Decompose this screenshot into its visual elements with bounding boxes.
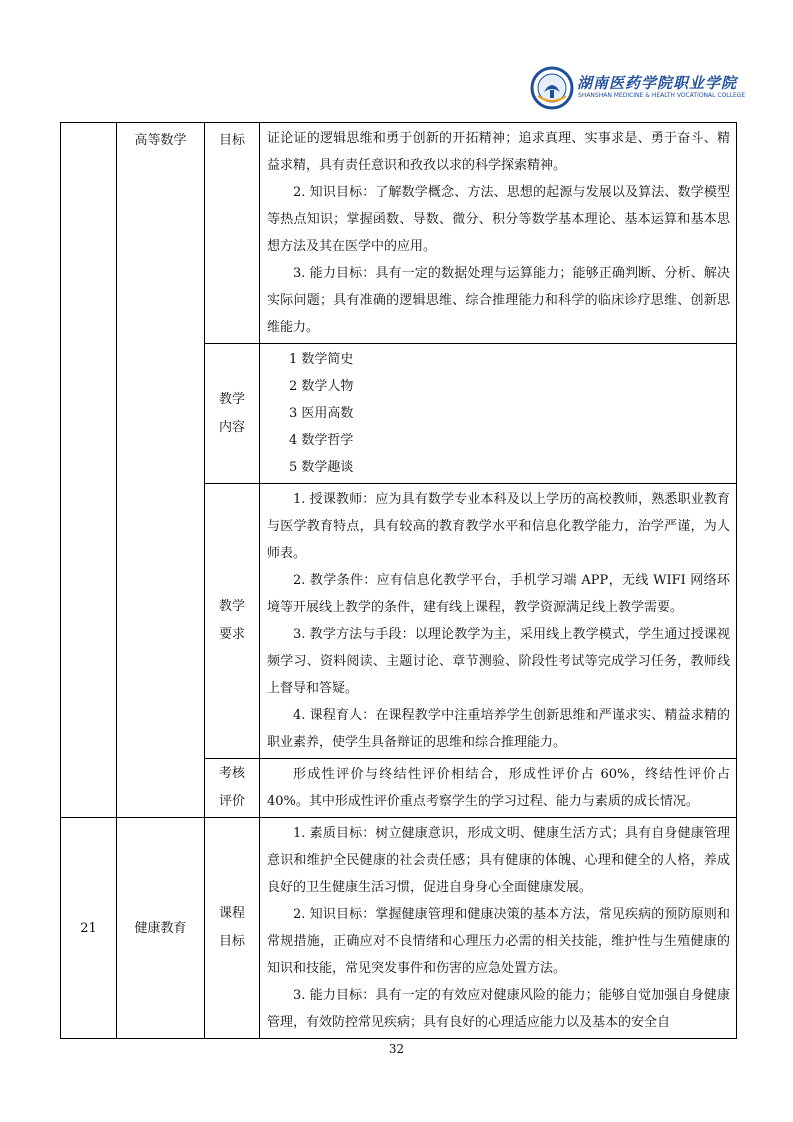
ability-objective: 3. 能力目标：具有一定的数据处理与运算能力；能够正确判断、分析、解决实际问题；具有准确的逻辑思维、综合推理能力和科学的临床诊疗思维、创新思维能力。 (267, 266, 730, 335)
requirements-label-line-1: 教学 (218, 599, 245, 614)
assessment-label-line-1: 考核 (218, 766, 245, 781)
assessment-text: 形成性评价与终结性评价相结合，形成性评价占 60%，终结性评价占 40%。其中形成性评价重点考察学生的学习过程、能力与素质的成长情况。 (267, 767, 730, 809)
objectives-label-line-1: 课程 (218, 906, 245, 921)
content-label-cell (205, 344, 260, 484)
list-item: 1 数学简史 (289, 352, 354, 367)
list-item: 2 数学人物 (289, 379, 354, 394)
page-number: 32 (388, 1042, 405, 1056)
table-row (61, 123, 737, 344)
teacher-requirement: 1. 授课教师：应为具有数学专业本科及以上学历的高校教师，熟悉职业教育与医学教育特点，具有较高的教育教学水平和信息化教学能力，治学严谨，为人师表。 (267, 492, 730, 561)
objectives-continuation: 证论证的逻辑思维和勇于创新的开拓精神；追求真理、实事求是、勇于奋斗、精益求精，具有责任意识和孜孜以求的科学探索精神。 (267, 131, 730, 173)
list-item: 4 数学哲学 (289, 433, 354, 448)
requirements-label-cell (205, 484, 260, 759)
ability-objective: 3. 能力目标：具有一定的有效应对健康风险的能力；能够自觉加强自身健康管理，有效防控常见疾病；具有良好的心理适应能力以及基本的安全自 (267, 988, 730, 1030)
objectives-label-line-2: 目标 (218, 934, 245, 949)
course-number: 21 (80, 920, 97, 936)
list-item: 3 医用高数 (289, 406, 354, 421)
course-name: 高等数学 (134, 133, 187, 148)
requirements-label-line-2: 要求 (218, 627, 245, 642)
logo-chinese-name: 湖南医药学院职业学院 (577, 74, 738, 92)
assessment-content-cell (260, 759, 737, 818)
logo-english-name: SHANSHAN MEDICINE & HEALTH VOCATIONAL COLLEGE (578, 92, 746, 99)
course-name-cell (117, 123, 205, 818)
curriculum-table (60, 122, 737, 1039)
table-row (61, 818, 737, 1039)
content-list-cell (260, 344, 737, 484)
list-item: 5 数学趣谈 (289, 460, 354, 475)
objectives-content-cell (260, 818, 737, 1039)
objectives-label-cell (205, 123, 260, 344)
objectives-label: 目标 (218, 133, 245, 148)
assessment-label-cell (205, 759, 260, 818)
requirements-content-cell (260, 484, 737, 759)
quality-objective: 1. 素质目标：树立健康意识，形成文明、健康生活方式；具有自身健康管理意识和维护全民健康的社会责任感；具有健康的体魄、心理和健全的人格，养成良好的卫生健康生活习惯，促进自身身心全面健康发展。 (267, 826, 730, 895)
course-number-cell (61, 818, 117, 1039)
college-logo (530, 66, 746, 114)
content-label-line-2: 内容 (218, 419, 245, 435)
course-name: 健康教育 (134, 920, 187, 936)
ideology-requirement: 4. 课程育人：在课程教学中注重培养学生创新思维和严谨求实、精益求精的职业素养，使学生具备辩证的思维和综合推理能力。 (267, 708, 730, 750)
methods-requirement: 3. 教学方法与手段：以理论教学为主，采用线上教学模式，学生通过授课视频学习、资料阅读、主题讨论、章节测验、阶段性考试等完成学习任务，教师线上督导和答疑。 (267, 627, 730, 696)
objectives-label-cell (205, 818, 260, 1039)
course-number-cell (61, 123, 117, 818)
knowledge-objective: 2. 知识目标：掌握健康管理和健康决策的基本方法，常见疾病的预防原则和常规措施，正确应对不良情绪和心理压力必需的相关技能，维护性与生殖健康的知识和技能，常见突发事件和伤害的应急处置方法。 (267, 907, 730, 976)
college-emblem-icon (530, 66, 574, 110)
knowledge-objective: 2. 知识目标：了解数学概念、方法、思想的起源与发展以及算法、数学模型等热点知识；掌握函数、导数、微分、积分等数学基本理论、基本运算和基本思想方法及其在医学中的应用。 (267, 185, 730, 254)
objectives-content-cell (260, 123, 737, 344)
course-name-cell (117, 818, 205, 1039)
assessment-label-line-2: 评价 (218, 794, 245, 809)
content-label-line-1: 教学 (218, 391, 245, 407)
conditions-requirement: 2. 教学条件：应有信息化教学平台，手机学习端 APP，无线 WIFI 网络环境等开展线上教学的条件，建有线上课程，教学资源满足线上教学需要。 (267, 573, 730, 615)
